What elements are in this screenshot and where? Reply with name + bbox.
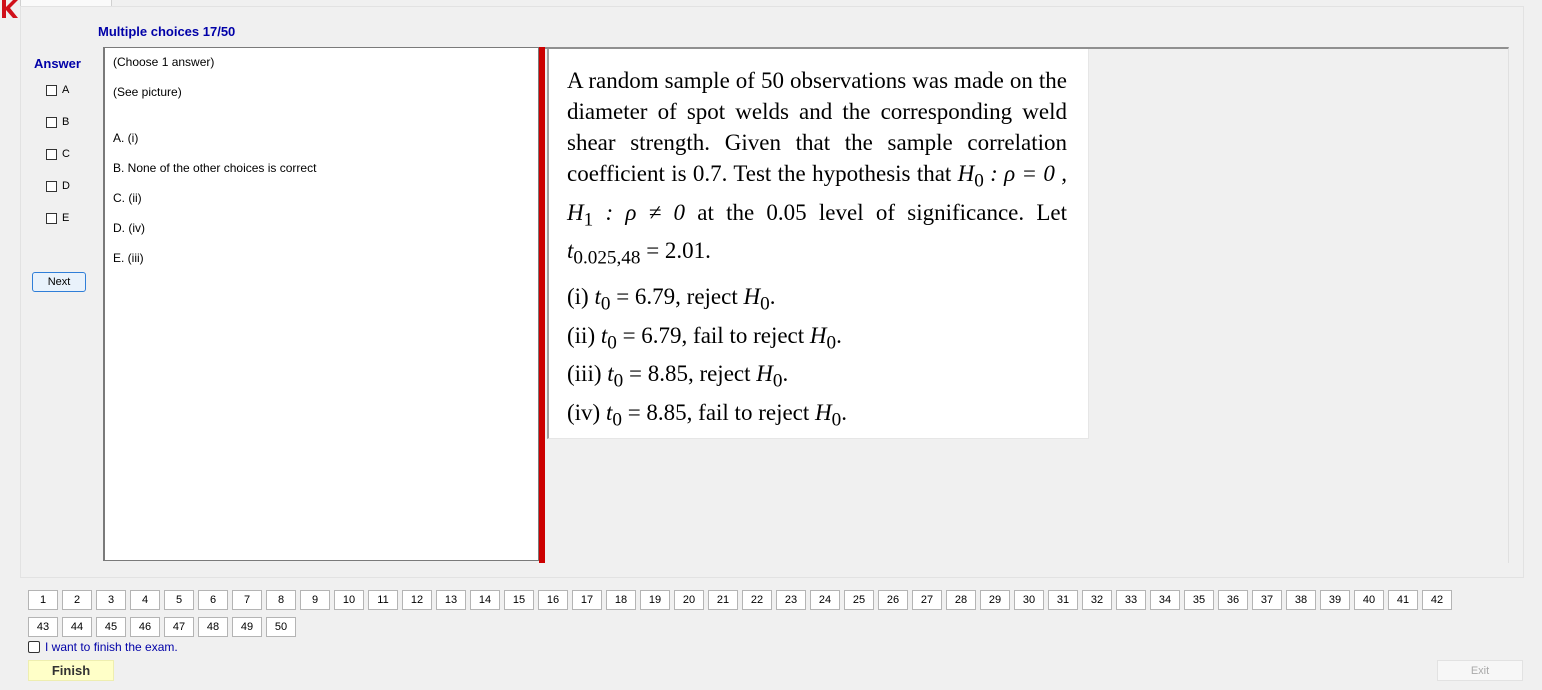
page-button-44[interactable]: 44 [62,617,92,637]
page-button-28[interactable]: 28 [946,590,976,610]
page-button-48[interactable]: 48 [198,617,228,637]
page-button-37[interactable]: 37 [1252,590,1282,610]
page-button-15[interactable]: 15 [504,590,534,610]
page-button-36[interactable]: 36 [1218,590,1248,610]
page-button-13[interactable]: 13 [436,590,466,610]
question-text: A random sample of 50 observations was made on the diameter of spot welds and the corresponding weld shear strength. Given that the sample correlation coefficient is 0.7. Test the hypothesis that $H_0$ : ρ = 0 , $H_1$ : ρ ≠ 0 at the 0.05 level of significance. Let $t_{0.025,48} = 2.01$. [567,68,1067,269]
finish-confirm-checkbox[interactable] [28,640,178,654]
page-button-31[interactable]: 31 [1048,590,1078,610]
page-button-39[interactable]: 39 [1320,590,1350,610]
checkbox-icon[interactable] [28,641,40,653]
page-button-27[interactable]: 27 [912,590,942,610]
checkbox-icon[interactable] [46,85,57,96]
choice-item-b: B. None of the other choices is correct [113,161,317,175]
page-button-33[interactable]: 33 [1116,590,1146,610]
checkbox-icon[interactable] [46,149,57,160]
page-button-3[interactable]: 3 [96,590,126,610]
page-button-24[interactable]: 24 [810,590,840,610]
page-button-45[interactable]: 45 [96,617,126,637]
checkbox-icon[interactable] [46,181,57,192]
choice-item-a: A. (i) [113,131,139,145]
answer-label: Answer [34,56,81,71]
statement-list [567,281,847,435]
page-button-41[interactable]: 41 [1388,590,1418,610]
page-button-7[interactable]: 7 [232,590,262,610]
page-button-25[interactable]: 25 [844,590,874,610]
answer-option-label: B [62,116,70,128]
checkbox-icon[interactable] [46,213,57,224]
page-button-6[interactable]: 6 [198,590,228,610]
page-button-8[interactable]: 8 [266,590,296,610]
choices-instruction: (Choose 1 answer) [113,55,215,69]
statement-iv: (iv) $t_0 = 8.85$, fail to reject $H_0$. [567,399,847,431]
question-title: Multiple choices 17/50 [98,24,236,39]
page-button-32[interactable]: 32 [1082,590,1112,610]
page-button-9[interactable]: 9 [300,590,330,610]
page-button-16[interactable]: 16 [538,590,568,610]
answer-option-label: D [62,180,70,192]
page-button-26[interactable]: 26 [878,590,908,610]
page-button-49[interactable]: 49 [232,617,262,637]
page-button-18[interactable]: 18 [606,590,636,610]
choice-item-e: E. (iii) [113,251,144,265]
answer-option-b[interactable] [46,116,69,128]
page-button-17[interactable]: 17 [572,590,602,610]
page-button-19[interactable]: 19 [640,590,670,610]
page-button-20[interactable]: 20 [674,590,704,610]
page-button-40[interactable]: 40 [1354,590,1384,610]
next-button[interactable]: Next [32,272,86,292]
choices-box [103,47,539,561]
app-logo-icon [0,0,20,18]
page-button-1[interactable]: 1 [28,590,58,610]
page-button-11[interactable]: 11 [368,590,398,610]
answer-option-label: E [62,212,70,224]
page-button-46[interactable]: 46 [130,617,160,637]
page-button-50[interactable]: 50 [266,617,296,637]
checkbox-icon[interactable] [46,117,57,128]
page-button-43[interactable]: 43 [28,617,58,637]
answer-option-e[interactable] [46,212,69,224]
page-button-5[interactable]: 5 [164,590,194,610]
page-button-4[interactable]: 4 [130,590,160,610]
page-button-23[interactable]: 23 [776,590,806,610]
answer-option-label: C [62,148,70,160]
page-button-22[interactable]: 22 [742,590,772,610]
page-button-12[interactable]: 12 [402,590,432,610]
page-button-47[interactable]: 47 [164,617,194,637]
page-button-21[interactable]: 21 [708,590,738,610]
page-button-2[interactable]: 2 [62,590,92,610]
page-button-42[interactable]: 42 [1422,590,1452,610]
choices-note: (See picture) [113,85,182,99]
page-button-35[interactable]: 35 [1184,590,1214,610]
choice-item-c: C. (ii) [113,191,142,205]
page-button-10[interactable]: 10 [334,590,364,610]
page-button-38[interactable]: 38 [1286,590,1316,610]
page-button-14[interactable]: 14 [470,590,500,610]
answer-option-d[interactable] [46,180,70,192]
answer-option-label: A [62,84,70,96]
statement-iii: (iii) $t_0 = 8.85$, reject $H_0$. [567,361,789,392]
page-button-34[interactable]: 34 [1150,590,1180,610]
statement-i: (i) $t_0 = 6.79$, reject $H_0$. [567,284,776,315]
statement-ii: (ii) $t_0 = 6.79$, fail to reject $H_0$. [567,322,842,354]
page-button-29[interactable]: 29 [980,590,1010,610]
choice-item-d: D. (iv) [113,221,145,235]
exit-button[interactable]: Exit [1437,660,1523,681]
finish-confirm-label: I want to finish the exam. [45,640,178,654]
question-picture [547,49,1089,439]
finish-button[interactable]: Finish [28,660,114,681]
answer-option-c[interactable] [46,148,70,160]
answer-option-a[interactable] [46,84,69,96]
page-button-30[interactable]: 30 [1014,590,1044,610]
